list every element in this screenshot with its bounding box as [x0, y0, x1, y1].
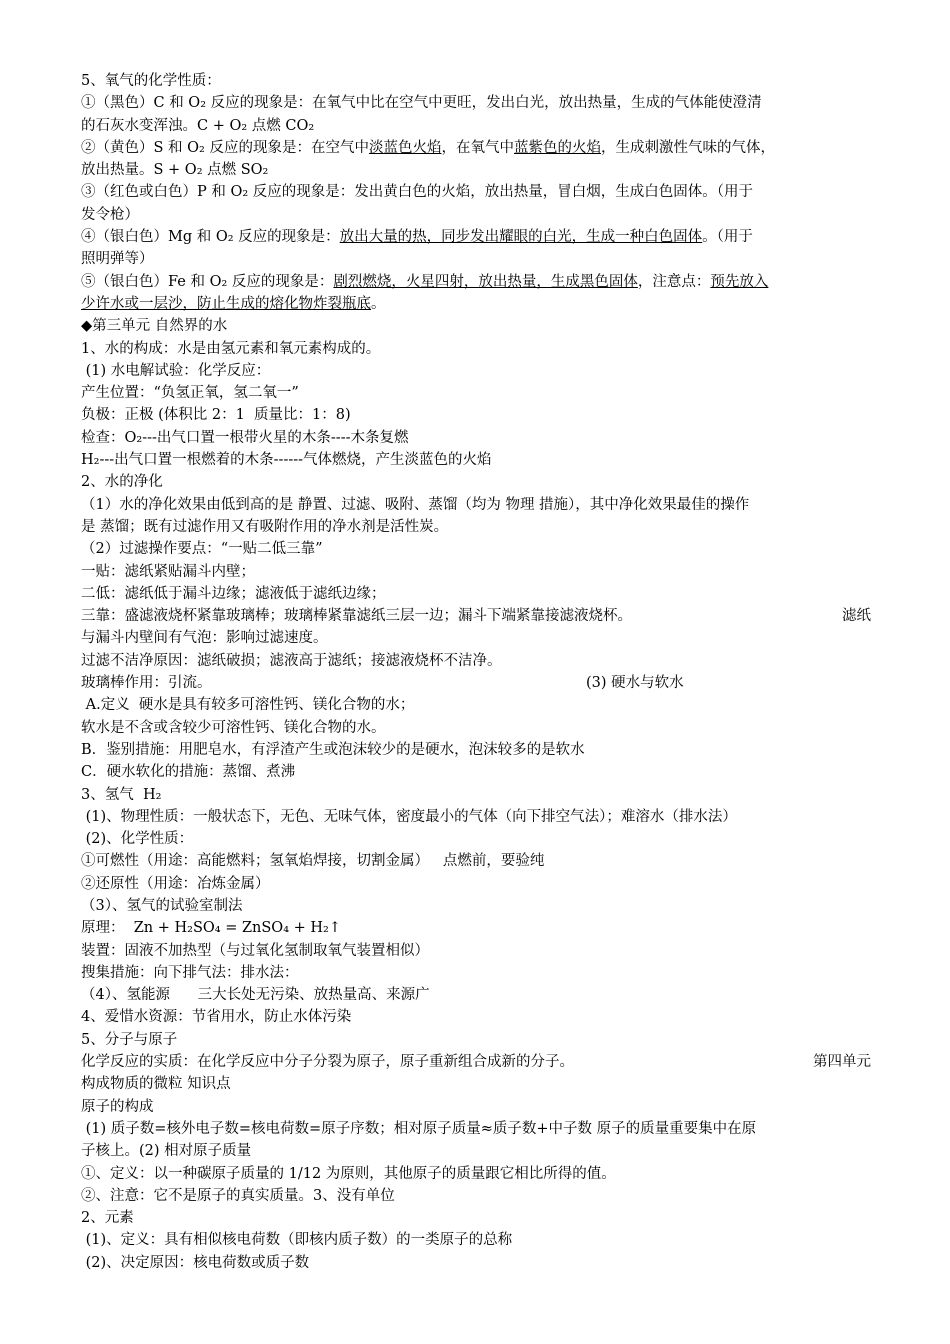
section-heading-hydrogen: 3、氢气 H₂ — [81, 786, 162, 803]
text-line: 1、水的构成：水是由氢元素和氧元素构成的。 — [81, 340, 381, 357]
text-line: 原子的构成 — [81, 1098, 154, 1115]
text-line: (1) 质子数=核外电子数=核电荷数=原子序数；相对原子质量≈质子数+中子数 原子的质量重要集中在原 — [81, 1120, 757, 1137]
text-segment: (3) 硬水与软水 — [586, 675, 684, 692]
text-line: 子核上。(2) 相对原子质量 — [81, 1143, 252, 1160]
text-line: 发令枪） — [81, 206, 139, 223]
text-line: ①（黑色）C 和 O₂ 反应的现象是：在氧气中比在空气中更旺，发出白光，放出热量，生成的气体能使澄清 — [81, 95, 762, 112]
document-page — [81, 70, 871, 1274]
text-line — [81, 605, 871, 627]
text-segment: ，生成刺激性气味的气体， — [600, 139, 775, 156]
text-segment: 第四单元 — [813, 1054, 871, 1071]
text-line: 二低：滤纸低于漏斗边缘；滤液低于滤纸边缘； — [81, 585, 386, 602]
section-heading-oxygen-chemistry: 5、氧气的化学性质： — [81, 73, 221, 89]
text-line: 是 蒸馏；既有过滤作用又有吸附作用的净水剂是活性炭。 — [81, 518, 449, 535]
unit-heading-particles: 构成物质的微粒 知识点 — [81, 1076, 231, 1093]
text-line: 软水是不含或含较少可溶性钙、镁化合物的水。 — [81, 719, 386, 736]
text-line — [81, 271, 871, 293]
text-line: (1) 水电解试验：化学反应： — [81, 362, 271, 379]
text-line: 照明弹等） — [81, 251, 154, 268]
underlined-text: 少许水或一层沙，防止生成的熔化物炸裂瓶底 — [81, 295, 371, 312]
section-heading-water-resources: 4、爱惜水资源：节省用水，防止水体污染 — [81, 1009, 352, 1026]
text-segment: ⑤（银白色）Fe 和 O₂ 反应的现象是： — [81, 273, 334, 290]
text-line: 原理： Zn + H₂SO₄ = ZnSO₄ + H₂↑ — [81, 920, 341, 937]
text-line: ②还原性（用途：冶炼金属） — [81, 875, 270, 892]
unit-heading-water: ◆第三单元 自然界的水 — [81, 318, 228, 335]
text-segment: 。 — [371, 295, 386, 312]
text-line: （1）水的净化效果由低到高的是 静置、过滤、吸附、蒸馏（均为 物理 措施），其中净化效果最佳的操作 — [81, 496, 750, 513]
underlined-text: 蓝紫色的火焰 — [513, 139, 601, 156]
text-line — [81, 293, 871, 315]
text-line: 负极：正极 (体积比 2：1 质量比：1：8) — [81, 407, 351, 424]
text-line: 与漏斗内壁间有气泡：影响过滤速度。 — [81, 630, 328, 647]
text-line: 产生位置：“负氢正氧，氢二氧一” — [81, 385, 299, 402]
text-line: 放出热量。S + O₂ 点燃 SO₂ — [81, 162, 269, 179]
text-line: (2)、决定原因：核电荷数或质子数 — [81, 1254, 310, 1271]
text-line: （2）过滤操作要点：“一贴二低三靠” — [81, 541, 323, 558]
text-segment: 化学反应的实质：在化学反应中分子分裂为原子，原子重新组合成新的分子。 — [81, 1054, 574, 1071]
text-segment: 玻璃棒作用：引流。 — [81, 675, 212, 692]
text-line: ②、注意：它不是原子的真实质量。3、没有单位 — [81, 1187, 395, 1204]
text-line: ①、定义：以一种碳原子质量的 1/12 为原则，其他原子的质量跟它相比所得的值。 — [81, 1165, 616, 1182]
text-segment: 。（用于 — [702, 229, 753, 246]
text-line: （4）、氢能源 三大长处无污染、放热量高、来源广 — [81, 987, 430, 1004]
text-line: 过滤不洁净原因：滤纸破损；滤液高于滤纸；接滤液烧杯不洁净。 — [81, 652, 502, 669]
underlined-text: 剧烈燃烧，火星四射，放出热量，生成黑色固体 — [333, 273, 638, 290]
text-segment: ，注意点： — [637, 273, 711, 290]
section-heading-water-purification: 2、水的净化 — [81, 474, 163, 491]
text-line: 一贴：滤纸紧贴漏斗内壁； — [81, 563, 255, 580]
text-segment: 三靠：盛滤液烧杯紧靠玻璃棒；玻璃棒紧靠滤纸三层一边；漏斗下端紧靠接滤液烧杯。 — [81, 608, 632, 625]
text-line — [81, 1051, 871, 1073]
section-heading-elements: 2、元素 — [81, 1210, 134, 1227]
text-line: H₂---出气口置一根燃着的木条------气体燃烧，产生淡蓝色的火焰 — [81, 452, 492, 469]
text-segment: ②（黄色）S 和 O₂ 反应的现象是：在空气中 — [81, 139, 369, 156]
text-line: ①可燃性（用途：高能燃料；氢氧焰焊接，切割金属） 点燃前，要验纯 — [81, 853, 545, 870]
underlined-text: 预先放入 — [710, 273, 769, 290]
underlined-text: 淡蓝色火焰 — [368, 139, 442, 156]
text-line: 检查：O₂---出气口置一根带火星的木条----木条复燃 — [81, 429, 409, 446]
text-line: (1)、物理性质：一般状态下，无色、无味气体，密度最小的气体（向下排空气法）；难溶水（排水法） — [81, 808, 737, 825]
text-segment: ，在氧气中 — [441, 139, 514, 156]
text-line: (2)、化学性质： — [81, 831, 194, 848]
text-line: 装置：固液不加热型（与过氧化氢制取氧气装置相似） — [81, 942, 429, 959]
text-line: 的石灰水变浑浊。C + O₂ 点燃 CO₂ — [81, 117, 315, 134]
text-line: A.定义 硬水是具有较多可溶性钙、镁化合物的水； — [81, 697, 415, 714]
text-line: C．硬水软化的措施：蒸馏、煮沸 — [81, 764, 296, 781]
text-line: ③（红色或白色）P 和 O₂ 反应的现象是：发出黄白色的火焰，放出热量，冒白烟，生成白色固体。（用于 — [81, 184, 754, 201]
underlined-text: 放出大量的热，同步发出耀眼的白光，生成一种白色固体 — [339, 229, 703, 246]
text-segment: 滤纸 — [842, 608, 871, 625]
text-line: （3）、氢气的试验室制法 — [81, 897, 243, 914]
text-line — [81, 226, 871, 248]
section-heading-molecules-atoms: 5、分子与原子 — [81, 1031, 178, 1048]
text-line: (1)、定义：具有相似核电荷数（即核内质子数）的一类原子的总称 — [81, 1232, 513, 1249]
text-line: B．鉴别措施：用肥皂水，有浮渣产生或泡沫较少的是硬水，泡沫较多的是软水 — [81, 741, 585, 758]
text-segment: ④（银白色）Mg 和 O₂ 反应的现象是： — [81, 229, 340, 246]
text-line: 搜集措施：向下排气法：排水法： — [81, 964, 299, 981]
text-line — [81, 672, 871, 694]
text-line — [81, 137, 871, 159]
